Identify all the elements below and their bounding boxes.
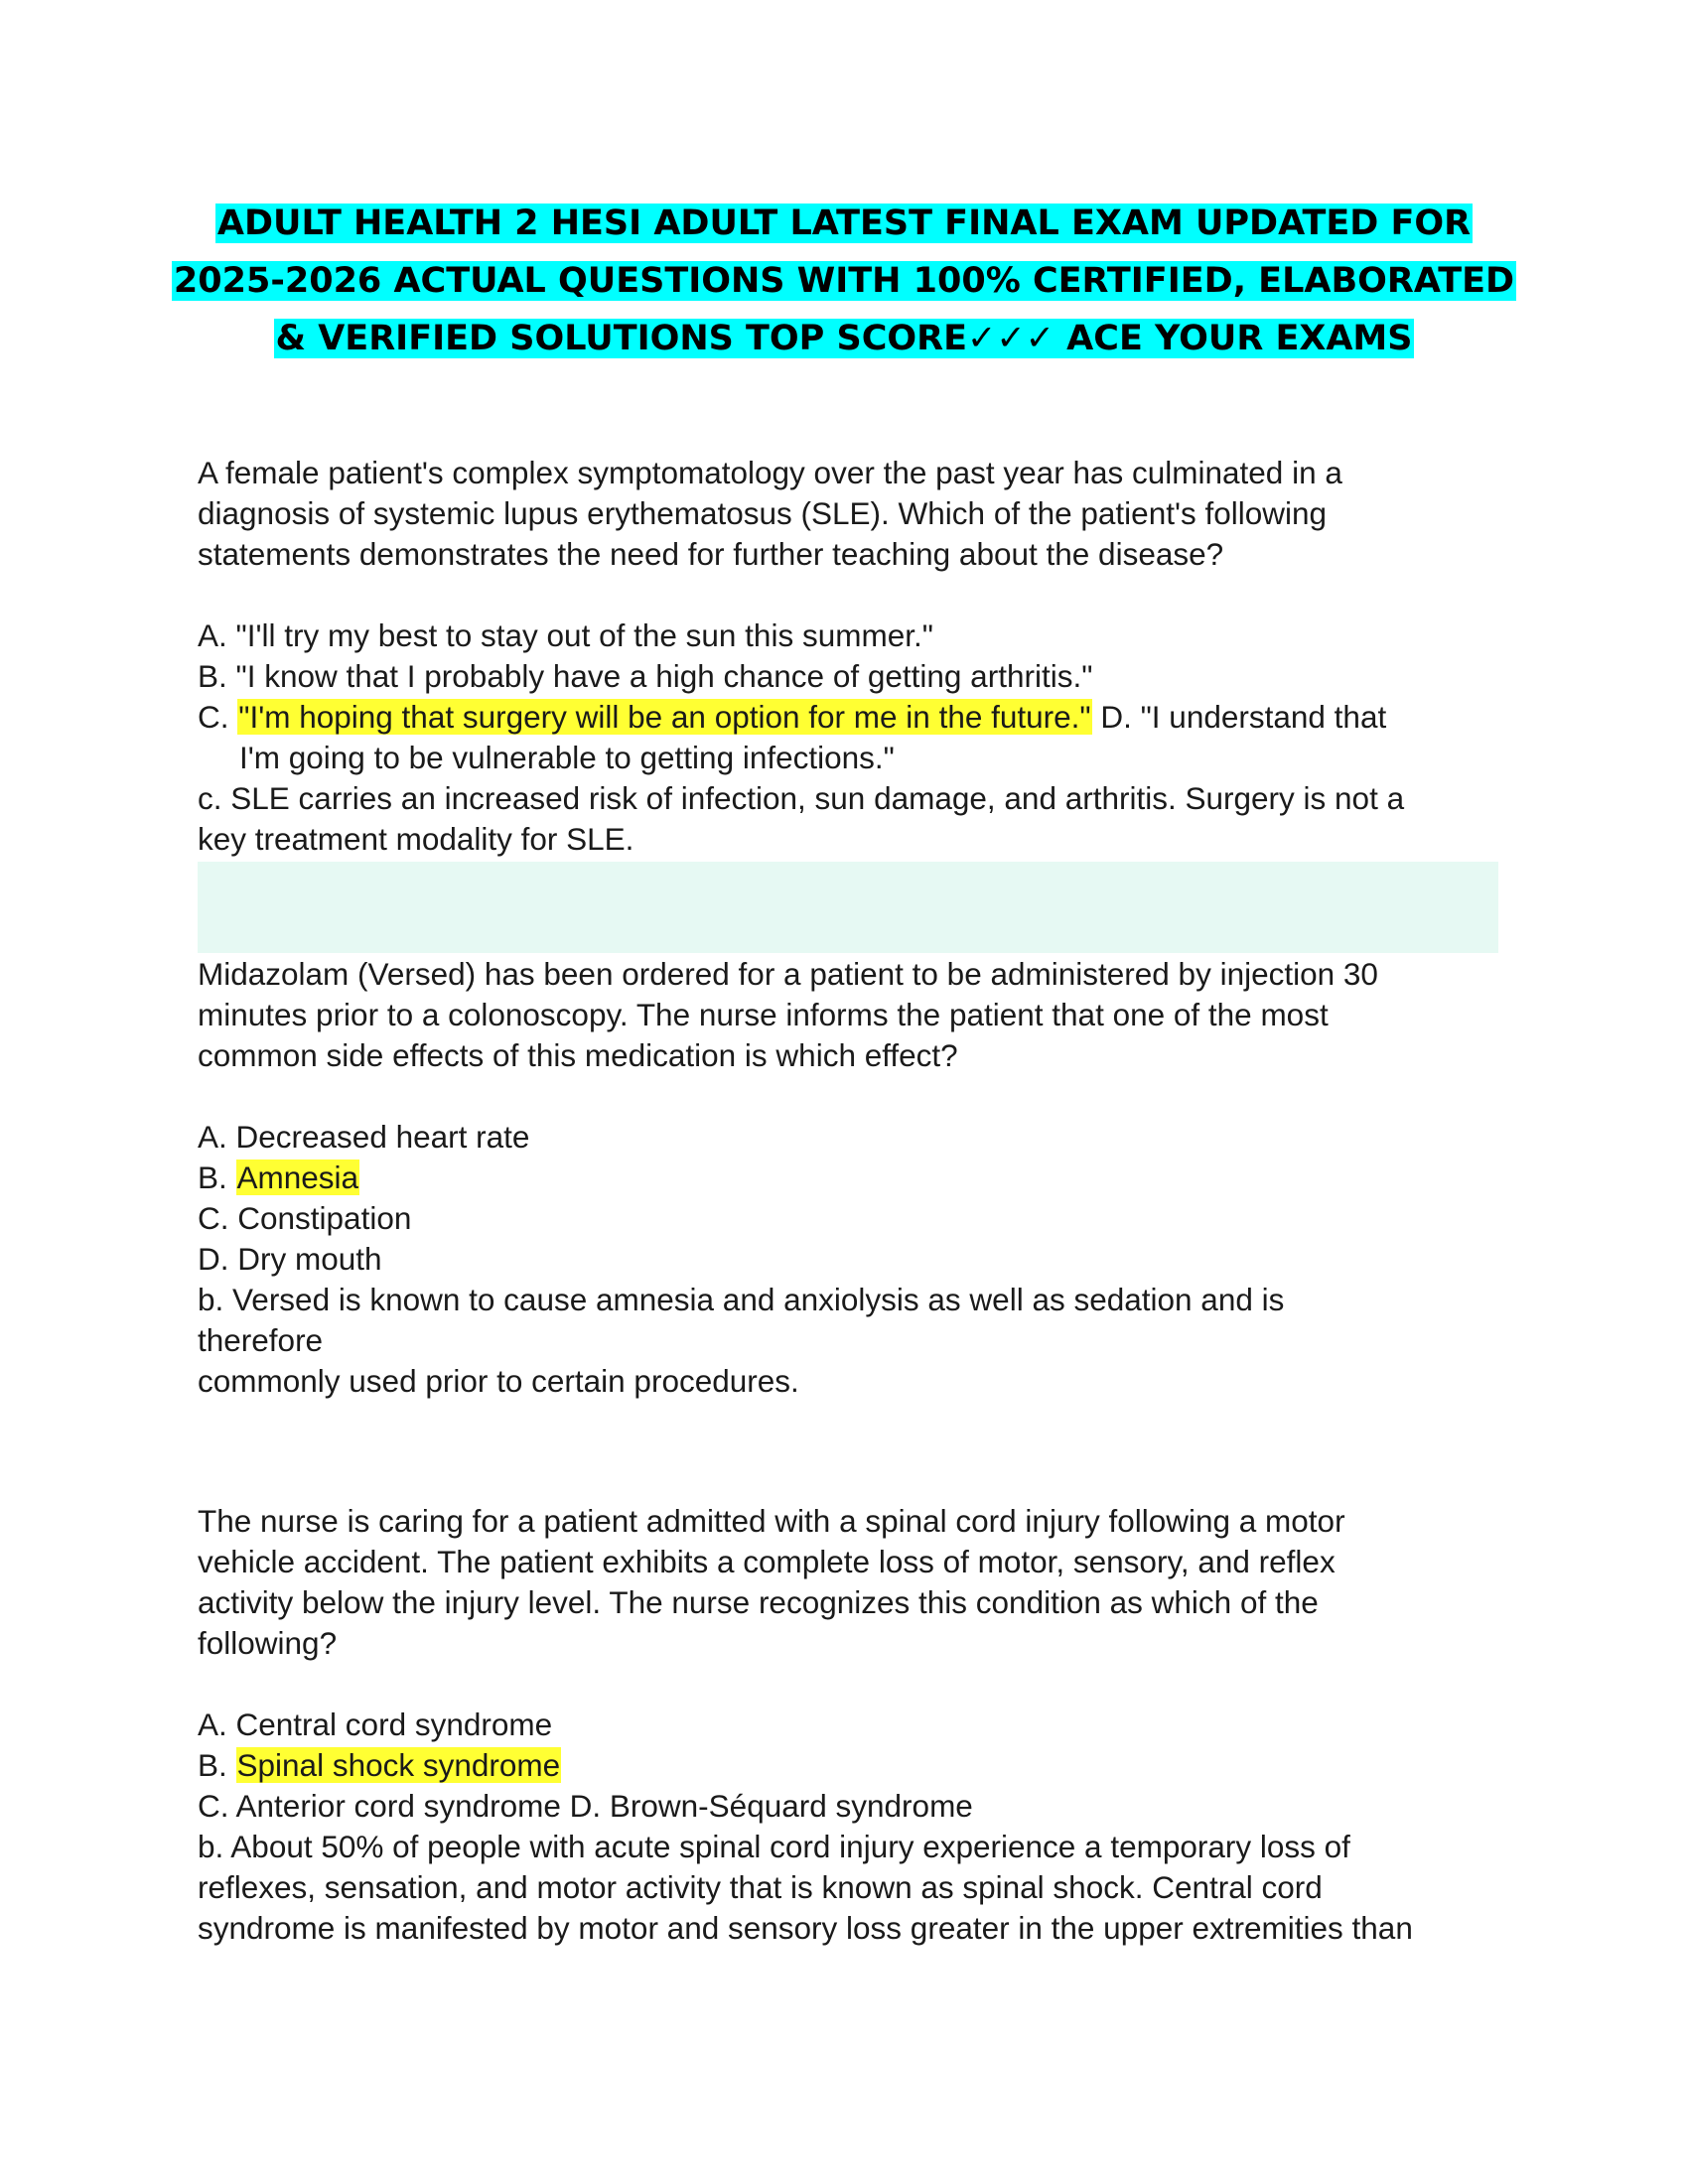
q1-stem-line: diagnosis of systemic lupus erythematosus (SLE). Which of the patient's following <box>198 495 1328 531</box>
q3-rationale-line: syndrome is manifested by motor and sensory loss greater in the upper extremities than <box>198 1910 1413 1946</box>
q1-stem-line: A female patient's complex symptomatology over the past year has culminated in a <box>198 455 1342 490</box>
q3-rationale-line: b. About 50% of people with acute spinal cord injury experience a temporary loss of <box>198 1829 1350 1864</box>
q3-correct-answer: Spinal shock syndrome <box>236 1747 561 1783</box>
q3-stem-line: vehicle accident. The patient exhibits a complete loss of motor, sensory, and reflex <box>198 1544 1336 1579</box>
q1-correct-answer: "I'm hoping that surgery will be an option for me in the future." <box>238 699 1091 735</box>
document-title <box>149 195 1539 367</box>
q3-stem-line: activity below the injury level. The nurse recognizes this condition as which of the <box>198 1584 1319 1620</box>
q2-option-b-line <box>198 1158 1508 1198</box>
q2-rationale-line: commonly used prior to certain procedures. <box>198 1363 799 1399</box>
q3-option-b-prefix: B. <box>198 1747 236 1783</box>
q3-rationale-line: reflexes, sensation, and motor activity that is known as spinal shock. Central cord <box>198 1869 1323 1905</box>
q3-stem-line: The nurse is caring for a patient admitted with a spinal cord injury following a motor <box>198 1503 1345 1539</box>
q3-option-a: A. Central cord syndrome <box>198 1706 553 1742</box>
title-line-1: ADULT HEALTH 2 HESI ADULT LATEST FINAL EXAM UPDATED FOR <box>216 204 1472 243</box>
q2-stem-line: Midazolam (Versed) has been ordered for a patient to be administered by injection 30 <box>198 956 1378 992</box>
q2-correct-answer: Amnesia <box>236 1160 359 1195</box>
q2-stem-line: common side effects of this medication is which effect? <box>198 1037 958 1073</box>
q2-option-a: A. Decreased heart rate <box>198 1119 530 1155</box>
spacer <box>198 575 1508 615</box>
q2-stem-line: minutes prior to a colonoscopy. The nurse informs the patient that one of the most <box>198 997 1329 1032</box>
question-3 <box>198 1501 1508 1949</box>
q1-stem-line: statements demonstrates the need for further teaching about the disease? <box>198 536 1224 572</box>
q2-option-c: C. Constipation <box>198 1200 412 1236</box>
separator-band <box>198 862 1498 953</box>
q2-rationale-line: b. Versed is known to cause amnesia and anxiolysis as well as sedation and is <box>198 1282 1285 1317</box>
question-1 <box>198 453 1508 860</box>
q1-option-c-line <box>198 697 1508 738</box>
q1-option-a: A. "I'll try my best to stay out of the sun this summer." <box>198 617 933 653</box>
q1-option-c-prefix: C. <box>198 699 238 735</box>
q3-option-b-line <box>198 1745 1508 1786</box>
spacer <box>198 1664 1508 1705</box>
q1-rationale-line: key treatment modality for SLE. <box>198 821 634 857</box>
question-2 <box>198 954 1508 1402</box>
title-line-3: & VERIFIED SOLUTIONS TOP SCORE✓✓✓ ACE YOUR EXAMS <box>275 319 1413 358</box>
q1-option-d-start: D. "I understand that <box>1091 699 1387 735</box>
q3-option-cd: C. Anterior cord syndrome D. Brown-Séquard syndrome <box>198 1788 973 1824</box>
q1-rationale-line: c. SLE carries an increased risk of infection, sun damage, and arthritis. Surgery is not a <box>198 780 1405 816</box>
q2-rationale-line: therefore <box>198 1322 324 1358</box>
q2-option-b-prefix: B. <box>198 1160 236 1195</box>
q3-stem-line: following? <box>198 1625 338 1661</box>
q2-option-d: D. Dry mouth <box>198 1241 382 1277</box>
q1-option-b: B. "I know that I probably have a high chance of getting arthritis." <box>198 658 1093 694</box>
spacer <box>198 1076 1508 1117</box>
q1-option-d-rest: I'm going to be vulnerable to getting infections." <box>239 740 895 775</box>
title-line-2: 2025-2026 ACTUAL QUESTIONS WITH 100% CERTIFIED, ELABORATED <box>173 261 1515 301</box>
